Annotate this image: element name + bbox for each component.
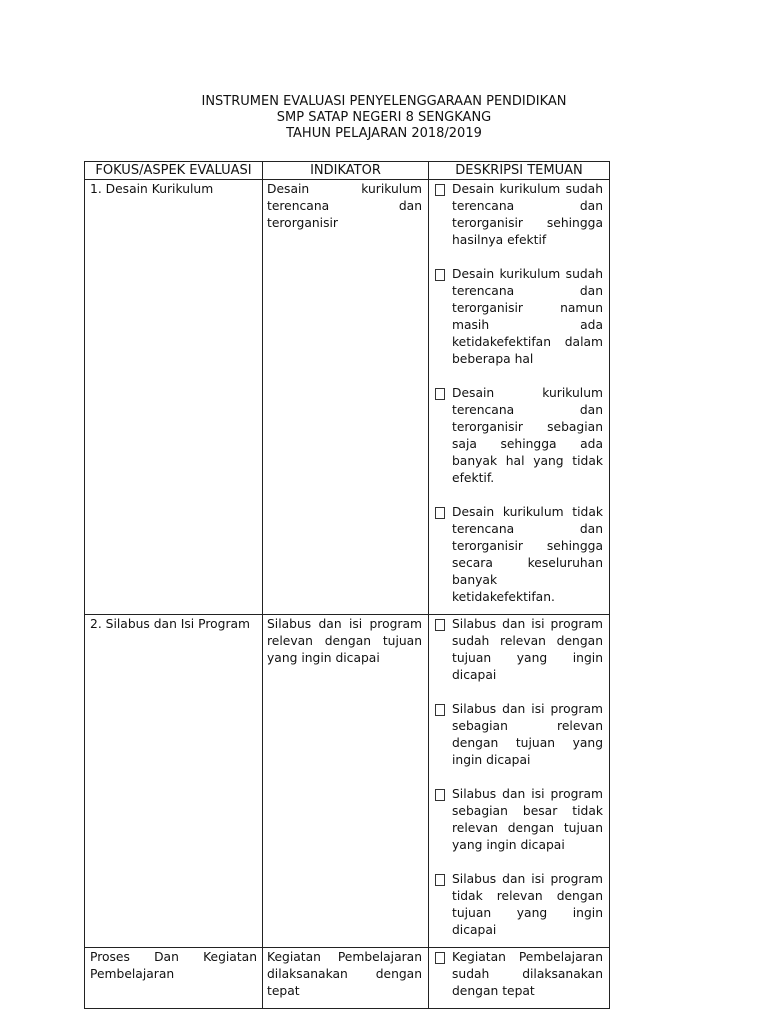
finding-text: Silabus dan isi program sebagian besar tidak relevan dengan tujuan yang ingin dicapai bbox=[452, 787, 603, 852]
finding-text: Desain kurikulum terencana dan terorganisir sebagian saja sehingga ada banyak hal yang tidak efektif. bbox=[452, 386, 603, 485]
finding-text: Desain kurikulum tidak terencana dan terorganisir sehingga secara keseluruhan banyak ketidakefektifan. bbox=[452, 505, 603, 604]
focus-cell: 2. Silabus dan Isi Program bbox=[85, 615, 263, 948]
column-header-indicator: INDIKATOR bbox=[263, 162, 429, 180]
checkbox-icon[interactable] bbox=[435, 619, 445, 631]
title-line-3: TAHUN PELAJARAN 2018/2019 bbox=[286, 126, 482, 141]
checkbox-icon[interactable] bbox=[435, 184, 445, 196]
document-title bbox=[0, 94, 768, 142]
finding-option bbox=[435, 385, 603, 487]
table-row bbox=[85, 180, 610, 615]
indicator-cell: Silabus dan isi program relevan dengan tujuan yang ingin dicapai bbox=[263, 615, 429, 948]
finding-option bbox=[435, 701, 603, 769]
indicator-cell: Desain kurikulum terencana dan terorganisir bbox=[263, 180, 429, 615]
checkbox-icon[interactable] bbox=[435, 388, 445, 400]
focus-cell: Proses Dan Kegiatan Pembelajaran bbox=[85, 948, 263, 1009]
description-cell bbox=[429, 948, 610, 1009]
finding-option bbox=[435, 181, 603, 249]
focus-cell: 1. Desain Kurikulum bbox=[85, 180, 263, 615]
column-header-focus: FOKUS/ASPEK EVALUASI bbox=[85, 162, 263, 180]
title-line-1: INSTRUMEN EVALUASI PENYELENGGARAAN PENDIDIKAN bbox=[201, 94, 567, 109]
table-row bbox=[85, 615, 610, 948]
finding-text: Silabus dan isi program sudah relevan dengan tujuan yang ingin dicapai bbox=[452, 617, 603, 682]
finding-option bbox=[435, 616, 603, 684]
checkbox-icon[interactable] bbox=[435, 789, 445, 801]
finding-option bbox=[435, 786, 603, 854]
evaluation-table bbox=[84, 161, 610, 1009]
table-header-row bbox=[85, 162, 610, 180]
column-header-description: DESKRIPSI TEMUAN bbox=[429, 162, 610, 180]
checkbox-icon[interactable] bbox=[435, 704, 445, 716]
finding-text: Desain kurikulum sudah terencana dan terorganisir sehingga hasilnya efektif bbox=[452, 182, 603, 247]
checkbox-icon[interactable] bbox=[435, 952, 445, 964]
title-line-2: SMP SATAP NEGERI 8 SENGKANG bbox=[276, 110, 492, 125]
indicator-cell: Kegiatan Pembelajaran dilaksanakan dengan tepat bbox=[263, 948, 429, 1009]
finding-text: Desain kurikulum sudah terencana dan terorganisir namun masih ada ketidakefektifan dalam beberapa hal bbox=[452, 267, 603, 366]
finding-text: Silabus dan isi program sebagian relevan dengan tujuan yang ingin dicapai bbox=[452, 702, 603, 767]
checkbox-icon[interactable] bbox=[435, 269, 445, 281]
description-cell bbox=[429, 615, 610, 948]
finding-option bbox=[435, 949, 603, 1000]
finding-text: Silabus dan isi program tidak relevan dengan tujuan yang ingin dicapai bbox=[452, 872, 603, 937]
finding-option bbox=[435, 871, 603, 939]
finding-option bbox=[435, 266, 603, 368]
table-row bbox=[85, 948, 610, 1009]
finding-text: Kegiatan Pembelajaran sudah dilaksanakan dengan tepat bbox=[452, 950, 603, 998]
finding-option bbox=[435, 504, 603, 606]
checkbox-icon[interactable] bbox=[435, 507, 445, 519]
checkbox-icon[interactable] bbox=[435, 874, 445, 886]
description-cell bbox=[429, 180, 610, 615]
